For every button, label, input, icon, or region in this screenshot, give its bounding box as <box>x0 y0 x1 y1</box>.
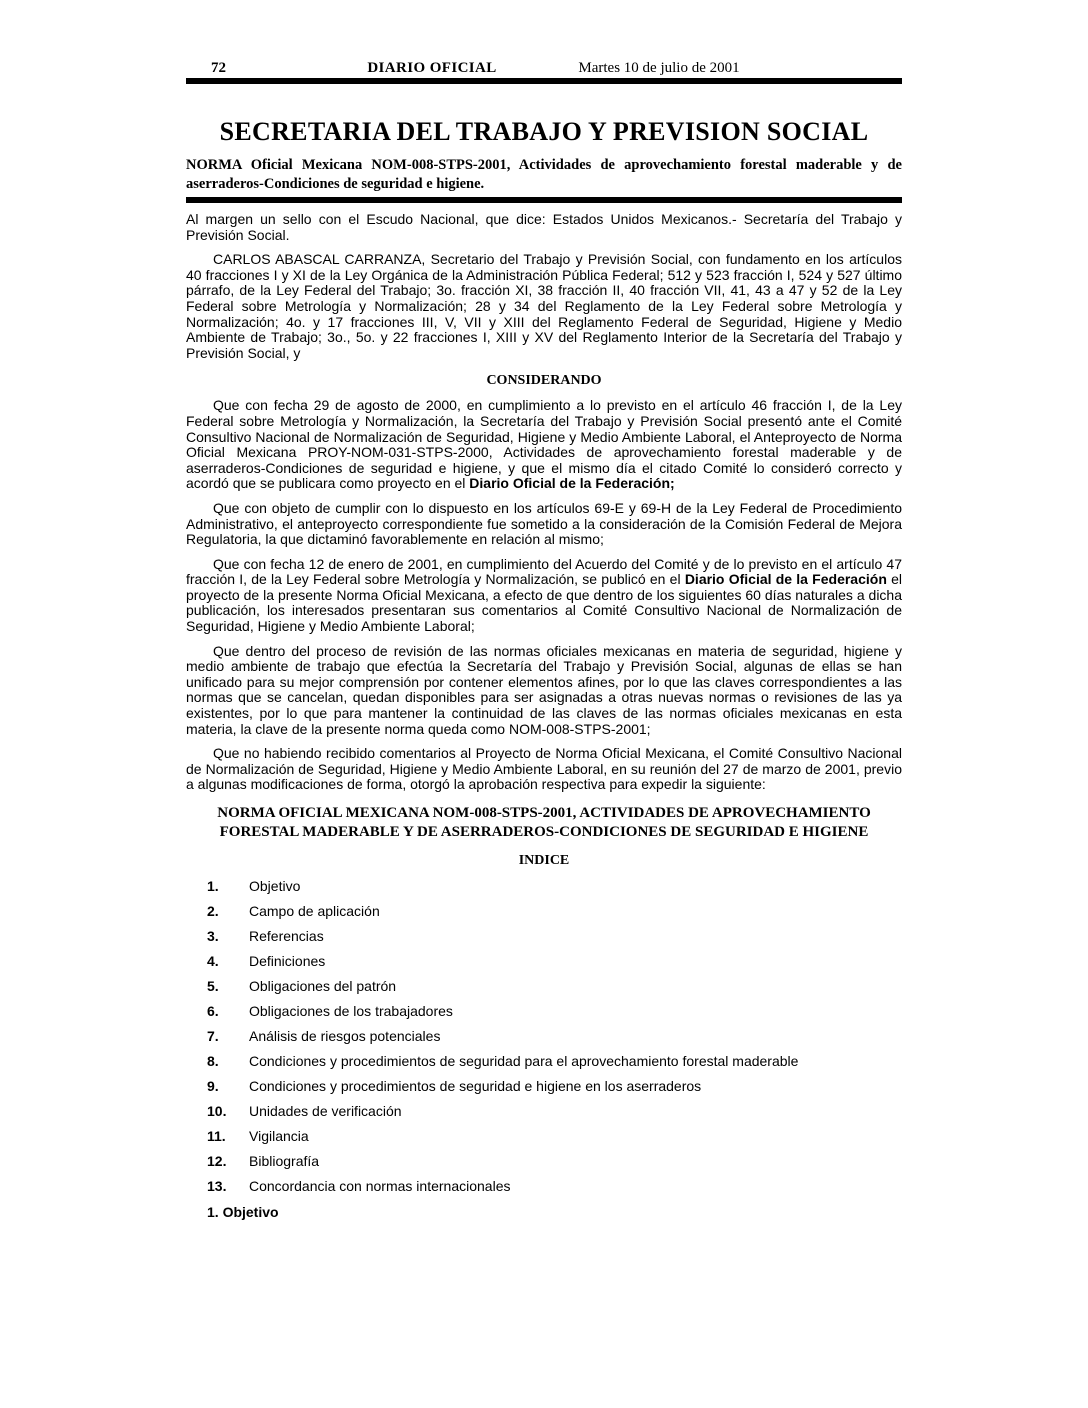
considerando-paragraph-3-text1: Que con fecha 12 de enero de 2001, en cumplimiento del Acuerdo del Comité y de lo previsto en el artículo 47 fracción I, de la Ley Federal sobre Metrología y Normalización, se publicó en el <box>186 555 902 588</box>
indice-item-13-number: 13. <box>207 1178 227 1194</box>
indice-item-9 <box>186 1079 902 1095</box>
indice-item-4 <box>186 954 902 970</box>
considerando-paragraph-1 <box>186 398 902 492</box>
indice-item-2-number: 2. <box>207 903 219 919</box>
page-header <box>186 60 902 76</box>
indice-item-7-number: 7. <box>207 1028 219 1044</box>
indice-item-9-number: 9. <box>207 1078 219 1094</box>
indice-item-11-number: 11. <box>207 1128 226 1144</box>
section-1-heading: 1. Objetivo <box>207 1204 279 1220</box>
considerando-heading: CONSIDERANDO <box>486 373 602 389</box>
considerando-paragraph-3-bold: Diario Oficial de la Federación <box>684 571 887 588</box>
indice-item-8 <box>186 1054 902 1070</box>
indice-item-10 <box>186 1104 902 1120</box>
indice-item-11-label: Vigilancia <box>249 1128 309 1144</box>
indice-item-1 <box>186 879 902 895</box>
page-number: 72 <box>211 60 226 76</box>
indice-item-13-label: Concordancia con normas internacionales <box>249 1178 511 1194</box>
authority-paragraph: CARLOS ABASCAL CARRANZA, Secretario del Trabajo y Previsión Social, con fundamento en los artículos 40 fracciones I y XI de la Ley Orgánica de la Administración Pública Federal; 512 y 523 fracción I, 524 y 527 último párrafo, de la Ley Federal del Trabajo; 3o. fracción XI, 38 fracción II, 40 fracción VII, 41, 43 a 47 y 52 de la Ley Federal sobre Metrología y Normalización; 28 y 34 del Reglamento de la Ley Federal sobre Metrología y Normalización; 4o. y 17 fracciones III, V, VII y XIII del Reglamento Federal de Seguridad, Higiene y Medio Ambiente de Trabajo; 3o., 5o. y 22 fracciones I, XIII y XV del Reglamento Interior de la Secretaría del Trabajo y Previsión Social, y <box>186 251 902 361</box>
indice-item-3-label: Referencias <box>249 928 324 944</box>
considerando-paragraph-5: Que no habiendo recibido comentarios al Proyecto de Norma Oficial Mexicana, el Comité Consultivo Nacional de Normalización de Seguridad, Higiene y Medio Ambiente Laboral, en su reunión del 27 de marzo de 2001, previo a algunas modificaciones de forma, otorgó la aprobación respectiva para expedir la siguiente: <box>186 745 902 793</box>
indice-item-3-number: 3. <box>207 928 219 944</box>
considerando-paragraph-1-text: Que con fecha 29 de agosto de 2000, en cumplimiento a lo previsto en el artículo 46 fracción I, de la Ley Federal sobre Metrología y Normalización, la Secretaría del Trabajo y Previsión Social presentó ante el Comité Consultivo Nacional de Normalización de Seguridad, Higiene y Medio Ambiente Laboral, el Anteproyecto de Norma Oficial Mexicana PROY-NOM-031-STPS-2000, Actividades de aprovechamiento forestal maderable y de aserraderos-Condiciones de seguridad e higiene, y que el mismo día el citado Comité lo consideró correcto y acordó que se publicara como proyecto en el <box>186 397 902 492</box>
norma-rule <box>186 197 902 203</box>
indice-item-12-number: 12. <box>207 1153 227 1169</box>
indice-item-13 <box>186 1179 902 1195</box>
considerando-paragraph-1-bold: Diario Oficial de la Federación; <box>469 475 675 492</box>
indice-item-2 <box>186 904 902 920</box>
norma-heading: NORMA Oficial Mexicana NOM-008-STPS-2001, Actividades de aprovechamiento forestal maderable y de aserraderos-Condiciones de seguridad e higiene. <box>186 157 902 192</box>
indice-item-10-number: 10. <box>207 1103 227 1119</box>
considerando-paragraph-3-text2: el proyecto de la presente Norma Oficial Mexicana, a efecto de que dentro de los siguientes 60 días naturales a dicha publicación, los interesados presentaran sus comentarios al Comité Consultivo Nacional de Normalización de Seguridad, Higiene y Medio Ambiente Laboral; <box>186 571 903 635</box>
indice-item-5-label: Obligaciones del patrón <box>249 978 397 994</box>
header-rule <box>186 78 902 84</box>
indice-item-3 <box>186 929 902 945</box>
considerando-paragraph-3 <box>186 557 902 635</box>
indice-item-10-label: Unidades de verificación <box>249 1103 402 1119</box>
indice-item-6-number: 6. <box>207 1003 219 1019</box>
indice-item-12-label: Bibliografía <box>249 1153 320 1169</box>
publication-name: DIARIO OFICIAL <box>367 60 497 76</box>
publication-date: Martes 10 de julio de 2001 <box>578 60 740 76</box>
indice-item-1-number: 1. <box>207 878 219 894</box>
indice-item-6 <box>186 1004 902 1020</box>
indice-item-5 <box>186 979 902 995</box>
indice-item-5-number: 5. <box>207 978 219 994</box>
secretaria-title: SECRETARIA DEL TRABAJO Y PREVISION SOCIAL <box>219 117 869 146</box>
margin-note-paragraph: Al margen un sello con el Escudo Nacional, que dice: Estados Unidos Mexicanos.- Secretaría del Trabajo y Previsión Social. <box>186 211 902 243</box>
indice-item-8-label: Condiciones y procedimientos de seguridad para el aprovechamiento forestal maderable <box>249 1053 799 1069</box>
indice-item-8-number: 8. <box>207 1053 219 1069</box>
indice-item-4-label: Definiciones <box>249 953 326 969</box>
indice-item-4-number: 4. <box>207 953 219 969</box>
indice-item-11 <box>186 1129 902 1145</box>
indice-item-1-label: Objetivo <box>249 878 301 894</box>
norma-official-title: NORMA OFICIAL MEXICANA NOM-008-STPS-2001, ACTIVIDADES DE APROVECHAMIENTO FORESTAL MADERABLE Y DE ASERRADEROS-CONDICIONES DE SEGURIDAD E HIGIENE <box>217 805 871 840</box>
indice-item-9-label: Condiciones y procedimientos de seguridad e higiene en los aserraderos <box>249 1078 702 1094</box>
indice-heading: INDICE <box>518 853 570 868</box>
indice-item-6-label: Obligaciones de los trabajadores <box>249 1003 453 1019</box>
considerando-paragraph-2: Que con objeto de cumplir con lo dispuesto en los artículos 69-E y 69-H de la Ley Federal de Procedimiento Administrativo, el anteproyecto correspondiente fue sometido a la consideración de la Comisión Federal de Mejora Regulatoria, la que dictaminó favorablemente en relación al mismo; <box>186 499 902 548</box>
indice-item-12 <box>186 1154 902 1170</box>
indice-item-2-label: Campo de aplicación <box>249 903 380 919</box>
document-page <box>186 0 902 1220</box>
considerando-paragraph-4: Que dentro del proceso de revisión de las normas oficiales mexicanas en materia de seguridad, higiene y medio ambiente de trabajo que efectúa la Secretaría del Trabajo y Previsión Social, algunas de ellas se han unificado para su mejor comprensión por contener elementos afines, por lo que las claves correspondientes a las normas que se cancelan, quedan disponibles para ser asignadas a otras nuevas normas o revisiones de las ya existentes, por lo que para mantener la continuidad de las claves de las normas oficiales mexicanas en esta materia, la clave de la presente norma queda como NOM-008-STPS-2001; <box>186 642 902 737</box>
indice-item-7-label: Análisis de riesgos potenciales <box>249 1028 441 1044</box>
indice-list <box>186 879 902 1195</box>
indice-item-7 <box>186 1029 902 1045</box>
